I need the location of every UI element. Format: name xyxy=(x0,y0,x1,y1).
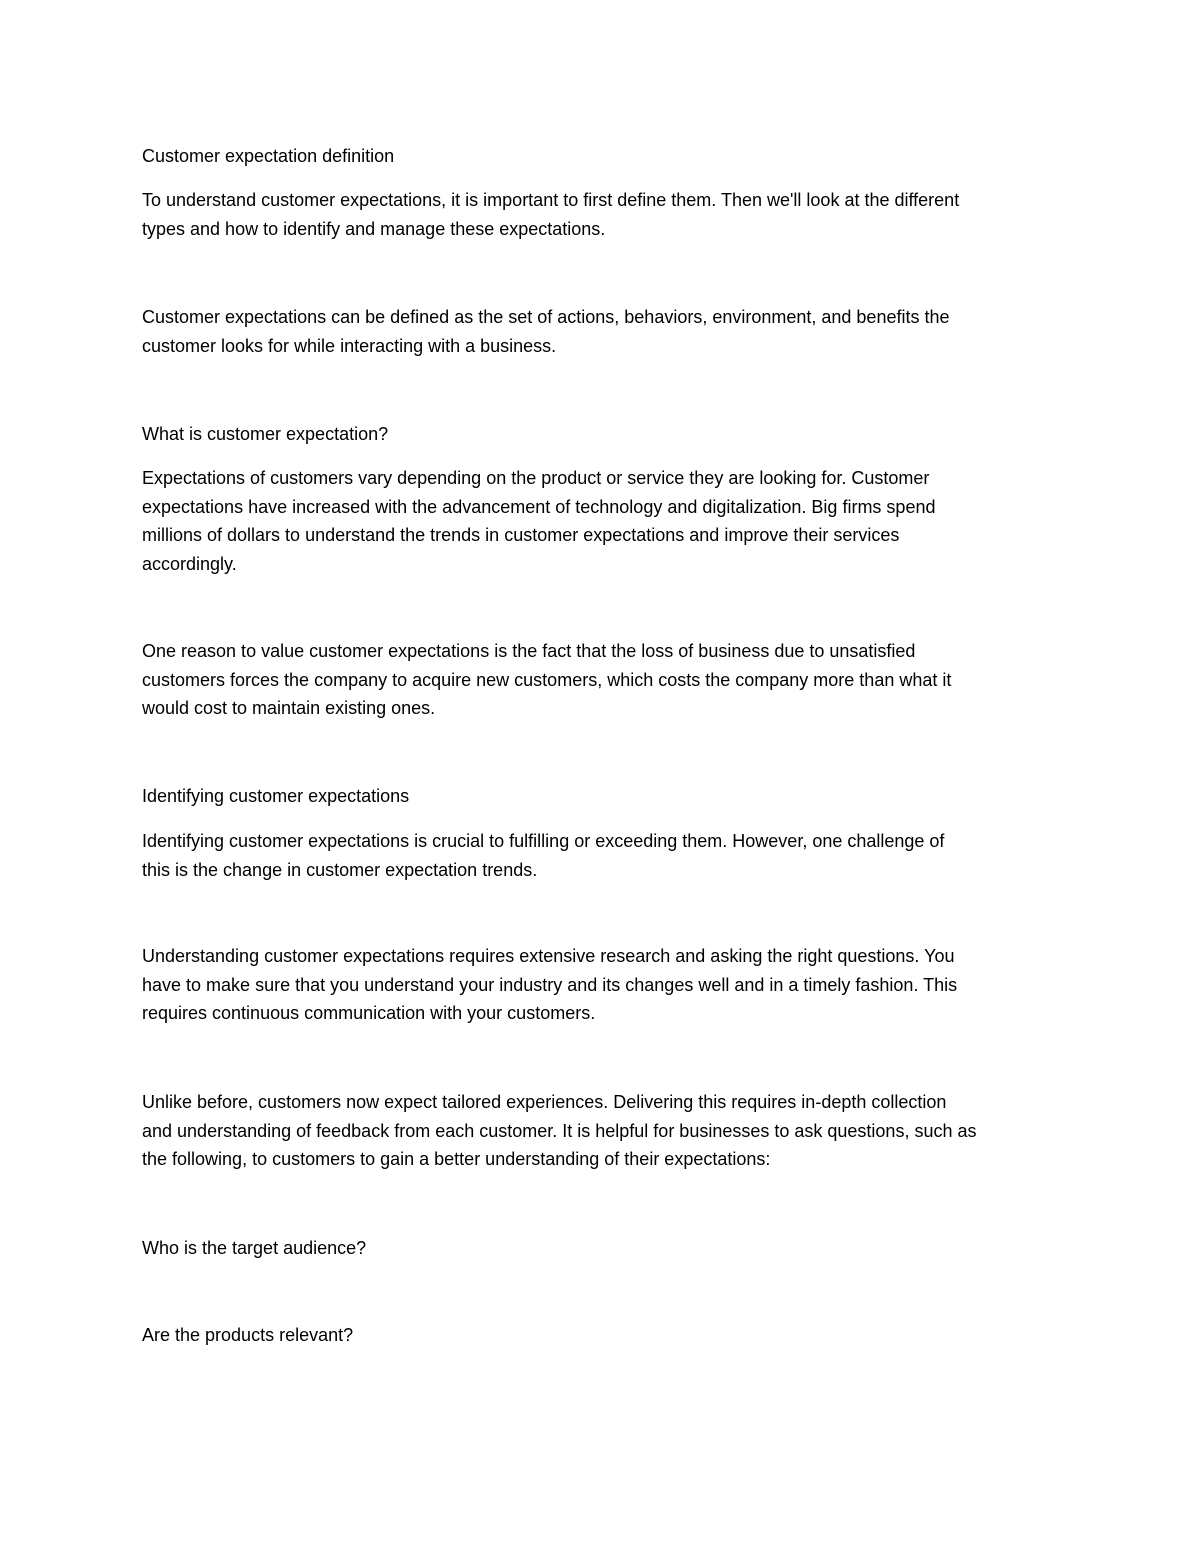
text-line: have to make sure that you understand your industry and its changes well and in a timely fashion. This xyxy=(142,974,958,995)
paragraph-identifying xyxy=(142,827,1072,884)
text-line: types and how to identify and manage these expectations. xyxy=(142,218,606,239)
text-line: Who is the target audience? xyxy=(142,1238,367,1258)
text-line: To understand customer expectations, it is important to first define them. Then we'll look at the different xyxy=(142,190,960,210)
text-line: accordingly. xyxy=(142,553,237,574)
text-line: What is customer expectation? xyxy=(142,424,389,444)
text-line: would cost to maintain existing ones. xyxy=(142,698,436,718)
text-line: Identifying customer expectations xyxy=(142,786,410,806)
text-line: expectations have increased with the advancement of technology and digitalization. Big firms spend xyxy=(142,496,936,517)
text-line: requires continuous communication with your customers. xyxy=(142,1003,596,1023)
text-line: Customer expectation definition xyxy=(142,146,395,166)
text-line: Customer expectations can be defined as the set of actions, behaviors, environment, and benefits the xyxy=(142,307,950,327)
question-products-relevant xyxy=(142,1321,1072,1350)
paragraph-tailored-experiences xyxy=(142,1088,1072,1174)
paragraph-expectations-vary xyxy=(142,464,1072,578)
text-line: customers forces the company to acquire new customers, which costs the company more than what it xyxy=(142,669,952,690)
question-target-audience xyxy=(142,1234,1072,1263)
paragraph-understanding xyxy=(142,942,1072,1028)
text-line: the following, to customers to gain a better understanding of their expectations: xyxy=(142,1149,771,1169)
paragraph-intro xyxy=(142,186,1072,243)
paragraph-definition xyxy=(142,303,1072,360)
text-line: Identifying customer expectations is crucial to fulfilling or exceeding them. However, one challenge of xyxy=(142,831,945,851)
heading-customer-expectation-definition xyxy=(142,142,1072,171)
text-line: Understanding customer expectations requires extensive research and asking the right questions. You xyxy=(142,946,955,966)
text-line: this is the change in customer expectation trends. xyxy=(142,859,538,880)
heading-what-is-customer-expectation xyxy=(142,420,1072,449)
text-line: and understanding of feedback from each customer. It is helpful for businesses to ask questions, such as xyxy=(142,1120,977,1141)
text-line: Are the products relevant? xyxy=(142,1325,354,1345)
text-line: Unlike before, customers now expect tailored experiences. Delivering this requires in-depth collection xyxy=(142,1092,947,1112)
text-line: customer looks for while interacting with a business. xyxy=(142,335,557,356)
heading-identifying-customer-expectations xyxy=(142,782,1072,811)
text-line: millions of dollars to understand the trends in customer expectations and improve their services xyxy=(142,525,900,545)
paragraph-value-reason xyxy=(142,637,1072,723)
text-line: One reason to value customer expectations is the fact that the loss of business due to unsatisfied xyxy=(142,641,916,661)
text-line: Expectations of customers vary depending on the product or service they are looking for. Customer xyxy=(142,468,930,488)
